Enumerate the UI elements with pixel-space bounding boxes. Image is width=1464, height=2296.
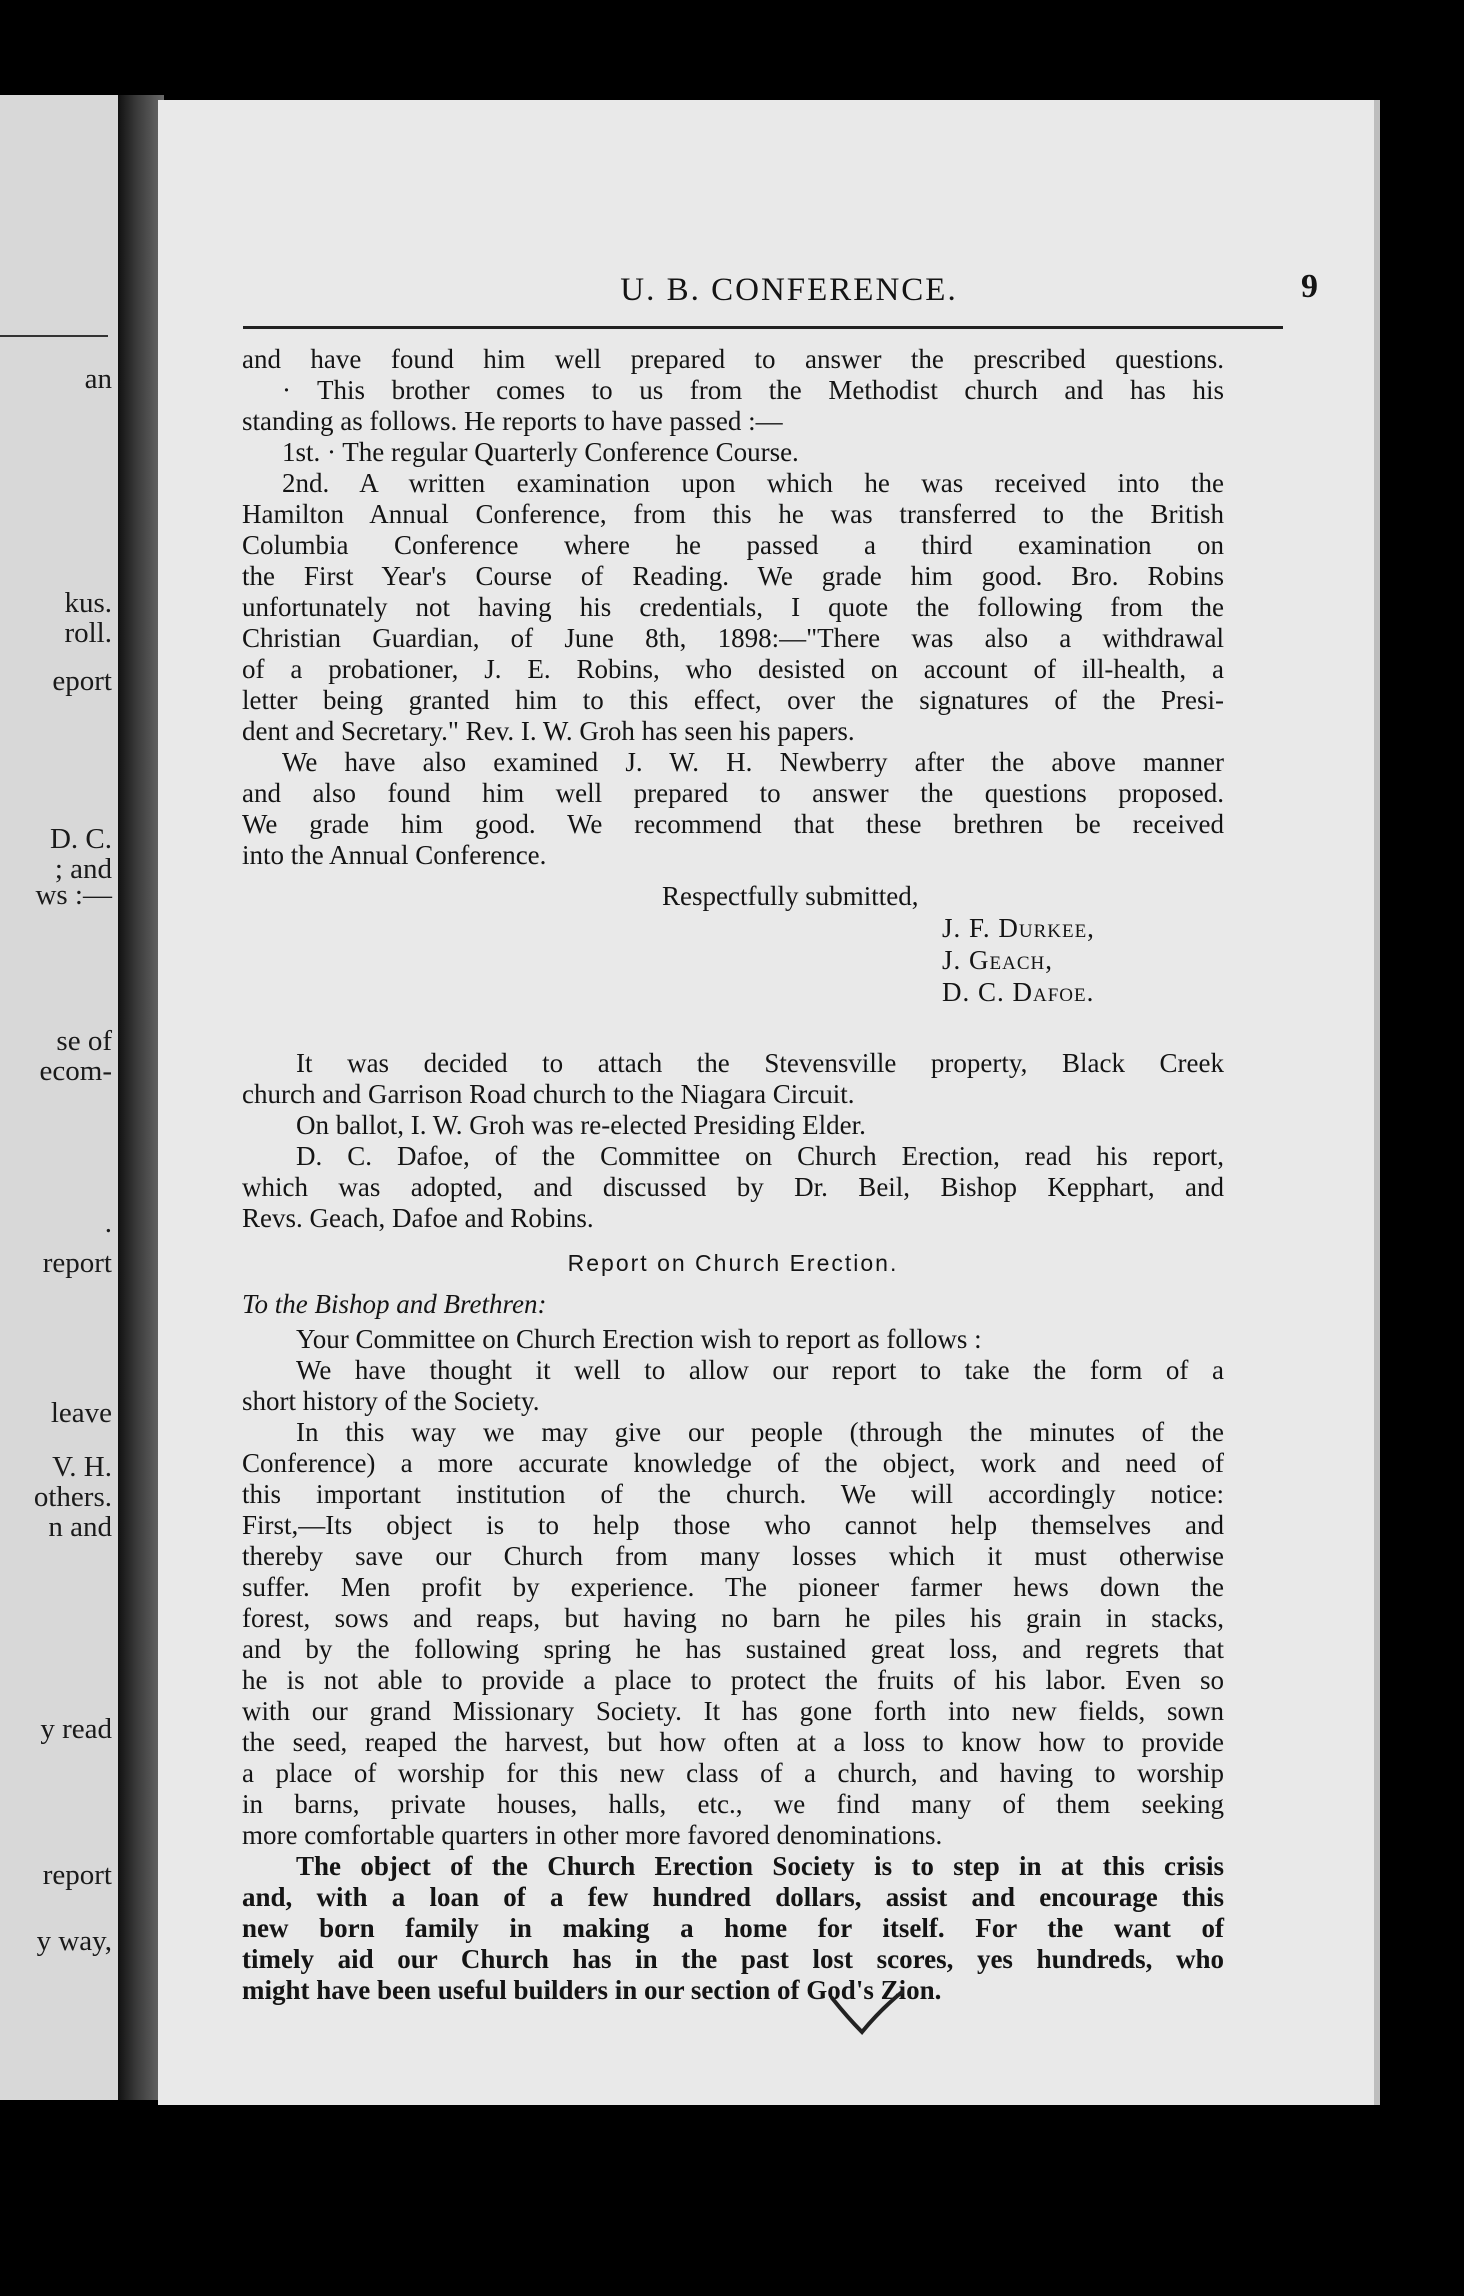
text-line: · This brother comes to us from the Methodist church and has his — [282, 375, 1224, 405]
facing-page-text: V. H. — [52, 1451, 112, 1483]
text-line: which was adopted, and discussed by Dr. Beil, Bishop Kepphart, and — [242, 1172, 1224, 1202]
facing-page-text: se of — [56, 1025, 112, 1057]
text-line: of a probationer, J. E. Robins, who desisted on account of ill-health, a — [242, 654, 1224, 684]
text-line: and by the following spring he has sustained great loss, and regrets that — [242, 1634, 1224, 1664]
text-line: Conference) a more accurate knowledge of the object, work and need of — [242, 1448, 1224, 1478]
church-erection-report — [242, 1324, 1224, 2006]
text-line: We have also examined J. W. H. Newberry after the above manner — [282, 747, 1224, 777]
text-line: Hamilton Annual Conference, from this he was transferred to the British — [242, 499, 1224, 529]
signature-block — [242, 881, 1224, 1008]
facing-page-text: D. C. — [49, 823, 112, 855]
minutes — [242, 1048, 1224, 1234]
facing-page-text: . — [104, 1207, 112, 1239]
text-line: more comfortable quarters in other more favored denominations. — [242, 1820, 943, 1850]
text-line: standing as follows. He reports to have passed :— — [242, 406, 783, 436]
text-line: might have been useful builders in our section of God's Zion. — [242, 1975, 942, 2005]
text-line: unfortunately not having his credentials, I quote the following from the — [242, 592, 1224, 622]
closing: Respectfully submitted, — [662, 881, 919, 911]
facing-page-text: ws :— — [35, 879, 112, 911]
facing-page-text: others. — [33, 1481, 112, 1513]
facing-page-text: roll. — [64, 617, 112, 649]
running-title: U. B. CONFERENCE. — [620, 272, 958, 308]
text-line: suffer. Men profit by experience. The pioneer farmer hews down the — [242, 1572, 1224, 1602]
text-line: a place of worship for this new class of a church, and having to worship — [242, 1758, 1224, 1788]
text-line: It was decided to attach the Stevensville property, Black Creek — [296, 1048, 1224, 1078]
page-number: 9 — [1301, 268, 1318, 305]
text-line: short history of the Society. — [242, 1386, 540, 1416]
text-line: the First Year's Course of Reading. We grade him good. Bro. Robins — [242, 561, 1224, 591]
text-line: with our grand Missionary Society. It has gone forth into new fields, sown — [242, 1696, 1224, 1726]
facing-page-text: ; and — [54, 853, 112, 885]
text-line: Columbia Conference where he passed a third examination on — [242, 530, 1224, 560]
text-line: dent and Secretary." Rev. I. W. Groh has seen his papers. — [242, 716, 855, 746]
text-line: this important institution of the church. We will accordingly notice: — [242, 1479, 1224, 1509]
text-line: We have thought it well to allow our report to take the form of a — [296, 1355, 1224, 1385]
text-line: and, with a loan of a few hundred dollars, assist and encourage this — [242, 1882, 1224, 1912]
text-line: he is not able to provide a place to protect the fruits of his labor. Even so — [242, 1665, 1224, 1695]
signatory: J. F. Durkee, — [942, 913, 1095, 943]
facing-page-text: n and — [48, 1511, 112, 1543]
text-line: into the Annual Conference. — [242, 840, 547, 870]
text-line: Revs. Geach, Dafoe and Robins. — [242, 1203, 594, 1233]
salutation: To the Bishop and Brethren: — [242, 1289, 547, 1319]
facing-page-text: y read — [40, 1713, 112, 1745]
facing-page-rule — [0, 335, 108, 337]
text-line: letter being granted him to this effect, over the signatures of the Presi- — [242, 685, 1224, 715]
page-body — [242, 344, 1224, 2006]
text-line: D. C. Dafoe, of the Committee on Church Erection, read his report, — [296, 1141, 1224, 1171]
facing-page-fragment — [0, 95, 118, 2100]
text-line: In this way we may give our people (through the minutes of the — [296, 1417, 1224, 1447]
text-line: We grade him good. We recommend that these brethren be received — [242, 809, 1224, 839]
text-line: and also found him well prepared to answer the questions proposed. — [242, 778, 1224, 808]
section-heading: Report on Church Erection. — [567, 1250, 899, 1276]
facing-page-text: report — [42, 1859, 112, 1891]
facing-page-text: y way, — [36, 1925, 112, 1957]
text-line: 1st. · The regular Quarterly Conference Course. — [282, 437, 799, 467]
page-edge — [1374, 100, 1380, 2105]
page — [158, 100, 1380, 2105]
facing-page-text: ecom- — [39, 1055, 112, 1087]
text-line: timely aid our Church has in the past lost scores, yes hundreds, who — [242, 1944, 1224, 1974]
signatory: J. Geach, — [942, 945, 1053, 975]
facing-page-text: kus. — [64, 587, 112, 619]
facing-page-text: an — [84, 363, 112, 395]
text-line: Christian Guardian, of June 8th, 1898:—"There was also a withdrawal — [242, 623, 1224, 653]
facing-page-text: report — [42, 1247, 112, 1279]
signatory: D. C. Dafoe. — [942, 977, 1095, 1007]
text-line: in barns, private houses, halls, etc., we find many of them seeking — [242, 1789, 1224, 1819]
text-line: Your Committee on Church Erection wish to report as follows : — [296, 1324, 982, 1354]
text-line: 2nd. A written examination upon which he was received into the — [282, 468, 1224, 498]
facing-page-text: leave — [50, 1397, 112, 1429]
text-line: forest, sows and reaps, but having no barn he piles his grain in stacks, — [242, 1603, 1224, 1633]
text-line: the seed, reaped the harvest, but how often at a loss to know how to provide — [242, 1727, 1224, 1757]
text-line: new born family in making a home for itself. For the want of — [242, 1913, 1224, 1943]
header-rule — [243, 326, 1283, 329]
text-line: and have found him well prepared to answer the prescribed questions. — [242, 344, 1224, 374]
credentials-report — [242, 344, 1224, 1008]
pencil-checkmark-icon — [828, 1988, 908, 2048]
text-line: First,—Its object is to help those who cannot help themselves and — [242, 1510, 1224, 1540]
facing-page-text: eport — [52, 665, 112, 697]
text-line: On ballot, I. W. Groh was re-elected Presiding Elder. — [296, 1110, 866, 1140]
text-line: church and Garrison Road church to the Niagara Circuit. — [242, 1079, 855, 1109]
text-line: thereby save our Church from many losses which it must otherwise — [242, 1541, 1224, 1571]
text-line: The object of the Church Erection Society is to step in at this crisis — [296, 1851, 1224, 1881]
